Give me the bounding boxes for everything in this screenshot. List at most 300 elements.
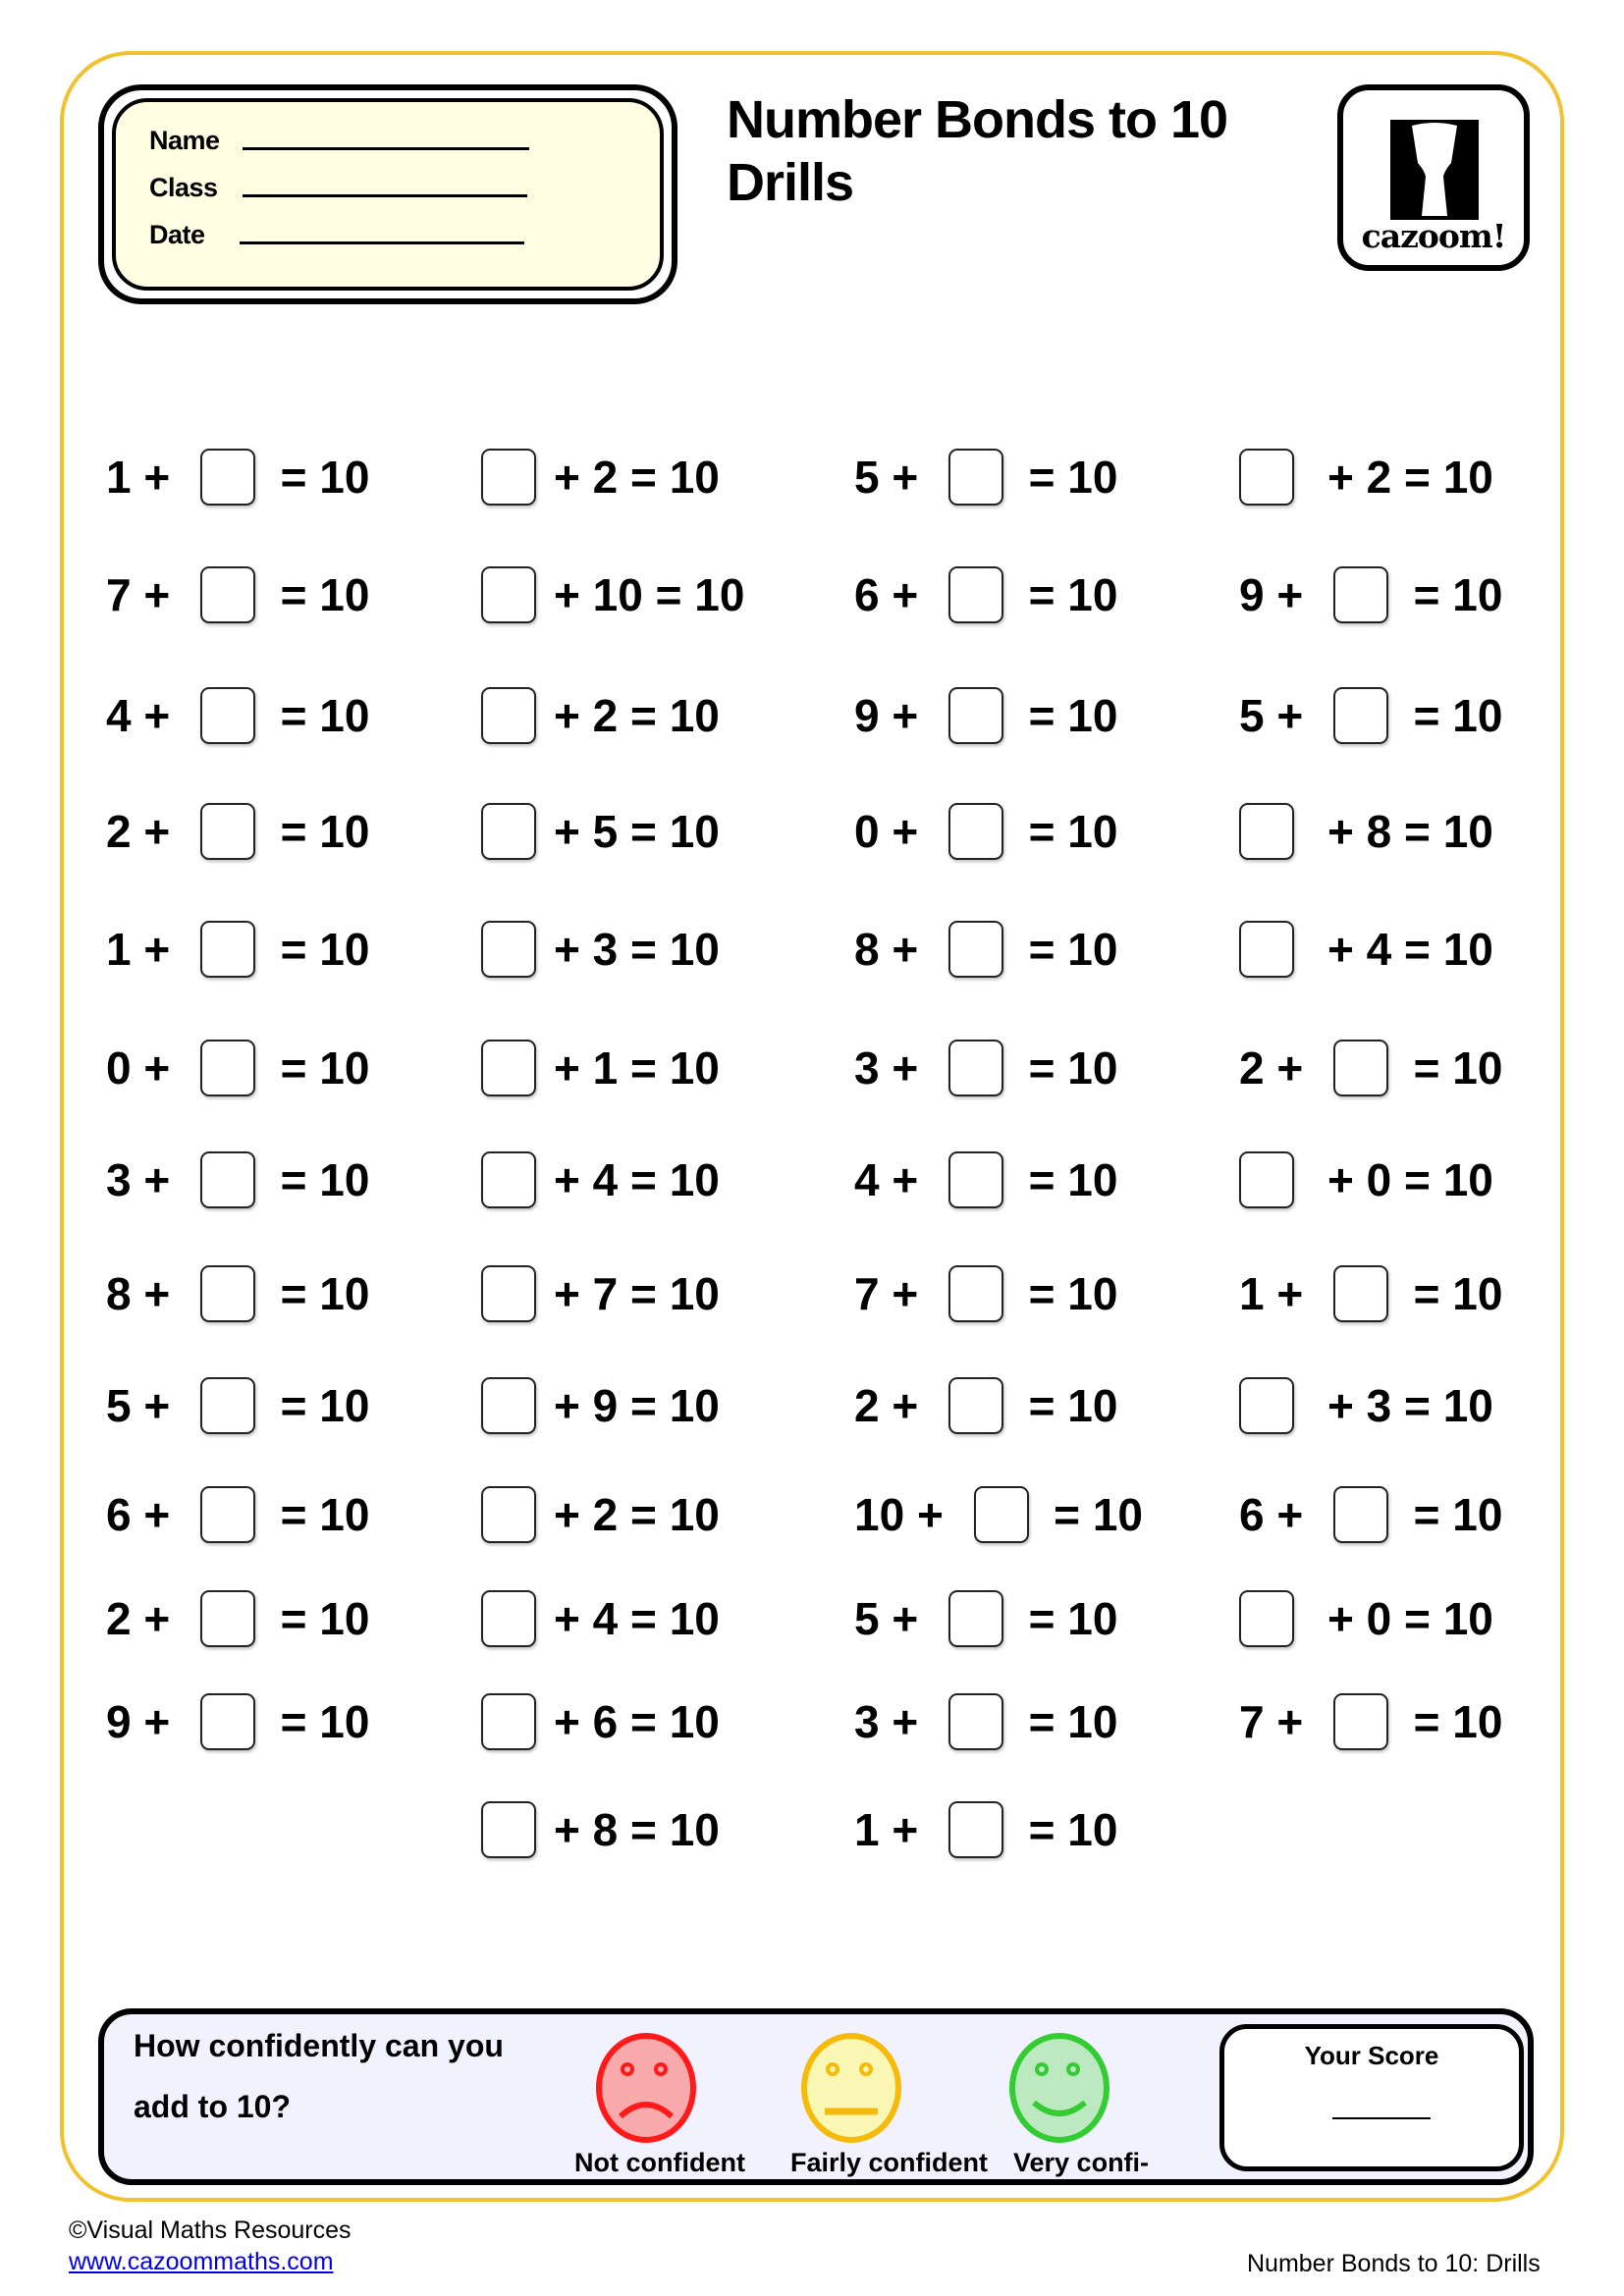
problem-item [1239,1037,1502,1099]
equals-sign: = [1388,1696,1453,1747]
equals-sign: = [642,569,695,620]
plus-sign: + [554,806,593,857]
sad-face-icon [595,2032,697,2144]
total: 10 [1067,1696,1118,1747]
equals-sign: = [618,1380,670,1431]
answer-box[interactable] [481,1693,536,1750]
answer-box[interactable] [1239,1590,1294,1647]
total: 10 [319,924,370,975]
title-line-2: Drills [727,153,854,212]
equals-sign: = [1388,1042,1453,1094]
date-field[interactable] [149,220,524,250]
known-addend: 7 [1239,1696,1265,1747]
known-addend: 4 [592,1593,619,1644]
drum-icon [1390,120,1479,220]
plus-sign: + [131,924,184,975]
answer-box[interactable] [200,803,255,860]
score-label: Your Score [1304,2041,1439,2070]
name-line[interactable] [243,147,529,150]
confidence-question-line-2: add to 10? [134,2089,292,2124]
neutral-face-icon [800,2032,902,2144]
answer-box[interactable] [200,1040,255,1096]
problem-item [854,800,1117,863]
total: 10 [319,569,370,620]
problem-item [854,1587,1117,1650]
total: 10 [669,1268,720,1319]
equals-sign: = [618,1804,670,1855]
problem-item [481,1374,720,1437]
total: 10 [1442,1380,1493,1431]
plus-sign: + [879,1593,932,1644]
equals-sign: = [618,1593,670,1644]
total: 10 [1452,1489,1503,1540]
total: 10 [1067,1154,1118,1205]
total: 10 [1067,452,1118,503]
known-addend: 1 [854,1804,880,1855]
known-addend: 0 [1366,1154,1392,1205]
plus-sign: + [554,924,593,975]
problem-item [854,563,1117,626]
known-addend: 6 [854,569,880,620]
equals-sign: = [255,1042,320,1094]
answer-box[interactable] [481,1801,536,1858]
problem-item [854,684,1117,747]
problem-item [106,446,369,508]
answer-box[interactable] [200,449,255,506]
plus-sign: + [879,569,932,620]
answer-box[interactable] [481,1265,536,1322]
plus-sign: + [554,1593,593,1644]
problem-item [106,1483,369,1546]
plus-sign: + [1327,806,1367,857]
total: 10 [1067,690,1118,741]
answer-box[interactable] [948,1265,1003,1322]
problem-item [106,1374,369,1437]
total: 10 [319,690,370,741]
known-addend: 5 [106,1380,132,1431]
fairly-confident-option[interactable] [800,2032,902,2144]
answer-box[interactable] [948,449,1003,506]
equals-sign: = [255,924,320,975]
answer-box[interactable] [200,921,255,978]
answer-box[interactable] [1333,1265,1388,1322]
plus-sign: + [1264,1268,1317,1319]
problem-item [106,800,369,863]
problem-item [854,1262,1117,1325]
problem-item [1239,684,1502,747]
equals-sign: = [1391,1593,1443,1644]
problem-item [1239,1262,1502,1325]
score-box[interactable] [1219,2024,1524,2171]
student-info-box [98,84,677,304]
equals-sign: = [1388,569,1453,620]
equals-sign: = [618,924,670,975]
answer-box[interactable] [948,1040,1003,1096]
total: 10 [1452,569,1503,620]
answer-box[interactable] [948,687,1003,744]
total: 10 [319,806,370,857]
answer-box[interactable] [974,1486,1029,1543]
equals-sign: = [1388,690,1453,741]
known-addend: 2 [592,1489,619,1540]
plus-sign: + [1264,1696,1317,1747]
equals-sign: = [255,1696,320,1747]
known-addend: 9 [1239,569,1265,620]
equals-sign: = [1391,1380,1443,1431]
plus-sign: + [131,452,184,503]
confidence-question-line-1: How confidently can you [134,2028,504,2063]
plus-sign: + [554,1804,593,1855]
plus-sign: + [1327,1380,1367,1431]
equals-sign: = [1391,924,1443,975]
equals-sign: = [1391,452,1443,503]
name-label: Name [149,126,220,155]
name-field[interactable] [149,126,529,156]
known-addend: 2 [592,690,619,741]
known-addend: 8 [592,1804,619,1855]
known-addend: 2 [106,1593,132,1644]
problem-item [854,1690,1117,1753]
answer-box[interactable] [1333,687,1388,744]
equals-sign: = [255,1268,320,1319]
fairly-confident-label: Fairly confident [790,2148,989,2177]
plus-sign: + [879,452,932,503]
answer-box[interactable] [948,1590,1003,1647]
answer-box[interactable] [948,1801,1003,1858]
known-addend: 3 [592,924,619,975]
total: 10 [669,1042,720,1094]
answer-box[interactable] [481,803,536,860]
plus-sign: + [131,1380,184,1431]
known-addend: 4 [592,1154,619,1205]
answer-box[interactable] [481,449,536,506]
answer-box[interactable] [481,1590,536,1647]
known-addend: 4 [854,1154,880,1205]
equals-sign: = [1003,1380,1068,1431]
equals-sign: = [618,1489,670,1540]
answer-box[interactable] [200,1265,255,1322]
plus-sign: + [131,569,184,620]
answer-box[interactable] [200,1590,255,1647]
problem-item [1239,1483,1502,1546]
not-confident-label: Not confident [574,2148,745,2177]
answer-box[interactable] [481,921,536,978]
answer-box[interactable] [948,1151,1003,1208]
website-link-wrap [69,2248,334,2276]
plus-sign: + [131,1042,184,1094]
problem-item [481,1262,720,1325]
known-addend: 10 [592,569,643,620]
problem-item [106,1037,369,1099]
answer-box[interactable] [481,1151,536,1208]
answer-box[interactable] [1333,1040,1388,1096]
website-link[interactable]: www.cazoommaths.com [69,2248,334,2275]
problem-item [106,918,369,981]
total: 10 [1067,806,1118,857]
total: 10 [319,1380,370,1431]
answer-box[interactable] [200,566,255,623]
known-addend: 7 [854,1268,880,1319]
problem-item [854,1374,1117,1437]
plus-sign: + [554,1696,593,1747]
problem-item [481,1690,720,1753]
plus-sign: + [554,1154,593,1205]
known-addend: 3 [1366,1380,1392,1431]
total: 10 [319,1154,370,1205]
problem-item [1239,1148,1493,1211]
known-addend: 3 [106,1154,132,1205]
total: 10 [1442,1593,1493,1644]
equals-sign: = [255,690,320,741]
total: 10 [319,1042,370,1094]
total: 10 [669,1154,720,1205]
equals-sign: = [255,452,320,503]
plus-sign: + [1264,569,1317,620]
equals-sign: = [618,1268,670,1319]
problem-item [106,563,369,626]
equals-sign: = [255,1489,320,1540]
equals-sign: = [1003,1154,1068,1205]
known-addend: 3 [854,1696,880,1747]
problem-item [481,918,720,981]
problem-item [854,1798,1117,1861]
known-addend: 7 [106,569,132,620]
total: 10 [1442,924,1493,975]
known-addend: 3 [854,1042,880,1094]
known-addend: 2 [1366,452,1392,503]
equals-sign: = [618,806,670,857]
title-line-1: Number Bonds to 10 [727,90,1228,149]
total: 10 [669,924,720,975]
plus-sign: + [554,452,593,503]
plus-sign: + [879,1380,932,1431]
equals-sign: = [255,1154,320,1205]
equals-sign: = [1003,1804,1068,1855]
plus-sign: + [904,1489,956,1540]
known-addend: 2 [854,1380,880,1431]
answer-box[interactable] [200,1151,255,1208]
problem-item [1239,1690,1502,1753]
answer-box[interactable] [948,803,1003,860]
very-confident-label: Very confi- [1013,2148,1150,2177]
problem-item [854,1483,1143,1546]
total: 10 [1067,1268,1118,1319]
answer-box[interactable] [1239,1151,1294,1208]
problem-item [1239,446,1493,508]
copyright-text: ©Visual Maths Resources [69,2216,352,2244]
equals-sign: = [1003,1696,1068,1747]
plus-sign: + [1327,924,1367,975]
plus-sign: + [879,1696,932,1747]
total: 10 [319,452,370,503]
equals-sign: = [1388,1489,1453,1540]
answer-box[interactable] [200,1486,255,1543]
answer-box[interactable] [200,1693,255,1750]
total: 10 [669,1696,720,1747]
total: 10 [669,1593,720,1644]
plus-sign: + [1327,1154,1367,1205]
known-addend: 4 [106,690,132,741]
total: 10 [1452,690,1503,741]
equals-sign: = [255,1380,320,1431]
answer-box[interactable] [1333,566,1388,623]
total: 10 [1067,569,1118,620]
date-label: Date [149,220,205,249]
problem-item [1239,1374,1493,1437]
answer-box[interactable] [948,1693,1003,1750]
known-addend: 1 [1239,1268,1265,1319]
problem-item [481,1037,720,1099]
class-field[interactable] [149,173,527,203]
answer-box[interactable] [200,1377,255,1434]
date-line[interactable] [240,241,524,244]
known-addend: 9 [592,1380,619,1431]
equals-sign: = [1391,806,1443,857]
answer-box[interactable] [1239,803,1294,860]
plus-sign: + [131,1696,184,1747]
known-addend: 1 [592,1042,619,1094]
plus-sign: + [131,806,184,857]
plus-sign: + [1327,452,1367,503]
plus-sign: + [131,1593,184,1644]
problem-item [481,800,720,863]
equals-sign: = [1388,1268,1453,1319]
answer-box[interactable] [481,1377,536,1434]
page-title [727,88,1227,214]
problem-item [481,684,720,747]
total: 10 [1067,924,1118,975]
answer-box[interactable] [1239,921,1294,978]
total: 10 [669,1489,720,1540]
problem-item [854,918,1117,981]
plus-sign: + [554,690,593,741]
plus-sign: + [1327,1593,1367,1644]
plus-sign: + [131,1489,184,1540]
known-addend: 5 [592,806,619,857]
known-addend: 6 [106,1489,132,1540]
known-addend: 1 [106,924,132,975]
known-addend: 4 [1366,924,1392,975]
plus-sign: + [1264,1042,1317,1094]
plus-sign: + [554,1042,593,1094]
answer-box[interactable] [948,566,1003,623]
known-addend: 0 [106,1042,132,1094]
known-addend: 7 [592,1268,619,1319]
equals-sign: = [1003,452,1068,503]
problem-item [481,563,744,626]
known-addend: 5 [854,452,880,503]
plus-sign: + [879,806,932,857]
equals-sign: = [1003,690,1068,741]
total: 10 [319,1268,370,1319]
answer-box[interactable] [481,1486,536,1543]
answer-box[interactable] [481,687,536,744]
total: 10 [694,569,745,620]
problem-item [106,1690,369,1753]
total: 10 [1442,1154,1493,1205]
answer-box[interactable] [948,1377,1003,1434]
known-addend: 5 [854,1593,880,1644]
answer-box[interactable] [948,921,1003,978]
total: 10 [1452,1696,1503,1747]
known-addend: 10 [854,1489,905,1540]
equals-sign: = [618,1696,670,1747]
total: 10 [1092,1489,1143,1540]
equals-sign: = [255,1593,320,1644]
plus-sign: + [554,569,593,620]
answer-box[interactable] [1239,449,1294,506]
page-frame [60,51,1564,2202]
problem-item [1239,918,1493,981]
known-addend: 6 [592,1696,619,1747]
equals-sign: = [618,1154,670,1205]
footer-page-title: Number Bonds to 10: Drills [1247,2250,1541,2277]
problem-item [854,1037,1117,1099]
known-addend: 0 [854,806,880,857]
class-label: Class [149,173,218,202]
known-addend: 2 [592,452,619,503]
plus-sign: + [131,1154,184,1205]
answer-box[interactable] [481,1040,536,1096]
confidence-panel [98,2008,1534,2185]
plus-sign: + [554,1268,593,1319]
answer-box[interactable] [200,687,255,744]
known-addend: 2 [106,806,132,857]
total: 10 [1452,1268,1503,1319]
score-line[interactable] [1332,2117,1431,2119]
problem-item [481,1483,720,1546]
plus-sign: + [554,1380,593,1431]
known-addend: 8 [106,1268,132,1319]
total: 10 [1067,1593,1118,1644]
problem-item [1239,1587,1493,1650]
answer-box[interactable] [481,566,536,623]
equals-sign: = [1003,1593,1068,1644]
total: 10 [319,1489,370,1540]
cazoom-logo [1337,84,1530,271]
answer-box[interactable] [1239,1377,1294,1434]
plus-sign: + [131,1268,184,1319]
total: 10 [669,1804,720,1855]
total: 10 [1452,1042,1503,1094]
equals-sign: = [255,806,320,857]
plus-sign: + [879,1804,932,1855]
answer-box[interactable] [1333,1486,1388,1543]
total: 10 [1442,452,1493,503]
problem-item [106,1262,369,1325]
class-line[interactable] [243,194,527,197]
plus-sign: + [879,1154,932,1205]
problem-item [106,1587,369,1650]
total: 10 [669,452,720,503]
plus-sign: + [879,690,932,741]
total: 10 [669,806,720,857]
problem-item [106,1148,369,1211]
known-addend: 8 [854,924,880,975]
not-confident-option[interactable] [595,2032,697,2144]
equals-sign: = [1003,806,1068,857]
plus-sign: + [554,1489,593,1540]
answer-box[interactable] [1333,1693,1388,1750]
problem-item [1239,800,1493,863]
very-confident-option[interactable] [1008,2032,1110,2144]
plus-sign: + [879,1042,932,1094]
problem-item [481,446,720,508]
problem-item [1239,563,1502,626]
total: 10 [1442,806,1493,857]
known-addend: 9 [854,690,880,741]
known-addend: 0 [1366,1593,1392,1644]
